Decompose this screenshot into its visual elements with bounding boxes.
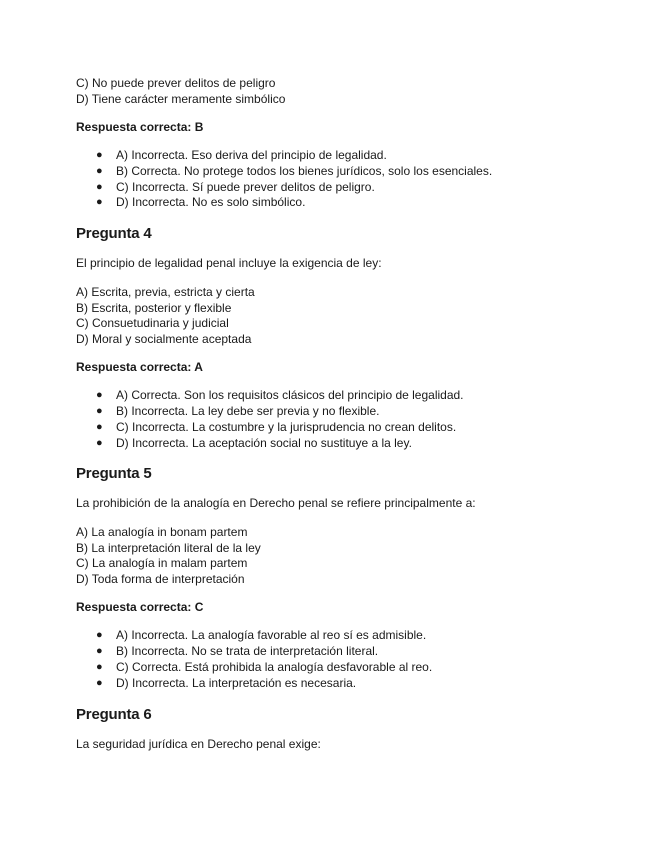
bullet-icon: ● (96, 149, 103, 161)
question-title: Pregunta 6 (76, 705, 152, 723)
option-d: D) Tiene carácter meramente simbólico (76, 91, 286, 106)
bullet-icon: ● (96, 404, 103, 417)
bullet-icon: ● (96, 196, 103, 209)
bullet-icon: ● (96, 436, 103, 449)
question-4 (76, 225, 596, 451)
option-b: B) Escrita, posterior y flexible (76, 300, 232, 315)
bullet-icon: ● (96, 645, 103, 658)
option-b: B) La interpretación literal de la ley (76, 540, 261, 555)
option-d: D) Moral y socialmente aceptada (76, 331, 252, 346)
explanation-item: ● B) Correcta. No protege todos los bienes jurídicos, solo los esenciales. (96, 163, 493, 178)
correct-answer: Respuesta correcta: C (76, 600, 204, 615)
explanation-list (76, 628, 596, 691)
bullet-icon: ● (96, 389, 103, 402)
explanation-item: ● B) Incorrecta. La ley debe ser previa y no flexible. (96, 403, 380, 418)
bullet-icon: ● (96, 629, 103, 642)
bullet-icon: ● (96, 164, 103, 177)
question-6 (76, 706, 596, 752)
option-c: C) La analogía in malam partem (76, 556, 248, 571)
explanation-item: ● A) Incorrecta. Eso deriva del principio de legalidad. (96, 148, 387, 162)
bullet-icon: ● (96, 660, 103, 673)
option-d: D) Toda forma de interpretación (76, 571, 245, 586)
explanation-list (76, 388, 596, 451)
question-title: Pregunta 4 (76, 225, 152, 243)
explanation-list (76, 148, 596, 211)
question-stem: La prohibición de la analogía en Derecho penal se refiere principalmente a: (76, 496, 476, 511)
explanation-item: ● A) Correcta. Son los requisitos clásicos del principio de legalidad. (96, 388, 464, 403)
question-stem: El principio de legalidad penal incluye la exigencia de ley: (76, 256, 382, 271)
question-3 (76, 76, 596, 211)
explanation-item: ● C) Incorrecta. La costumbre y la jurisprudencia no crean delitos. (96, 419, 457, 434)
explanation-item: ● B) Incorrecta. No se trata de interpretación literal. (96, 644, 379, 659)
option-a: A) Escrita, previa, estricta y cierta (76, 285, 255, 300)
question-5 (76, 465, 596, 691)
explanation-item: ● C) Correcta. Está prohibida la analogía desfavorable al reo. (96, 659, 433, 674)
question-title: Pregunta 5 (76, 465, 152, 483)
explanation-item: ● D) Incorrecta. La interpretación es necesaria. (96, 675, 357, 690)
option-c: C) Consuetudinaria y judicial (76, 316, 229, 331)
bullet-icon: ● (96, 420, 103, 433)
correct-answer: Respuesta correcta: B (76, 120, 204, 134)
correct-answer: Respuesta correcta: A (76, 360, 203, 375)
bullet-icon: ● (96, 676, 103, 689)
option-a: A) La analogía in bonam partem (76, 525, 248, 540)
explanation-item: ● C) Incorrecta. Sí puede prever delitos de peligro. (96, 179, 375, 194)
option-c: C) No puede prever delitos de peligro (76, 76, 276, 90)
explanation-item: ● D) Incorrecta. La aceptación social no sustituye a la ley. (96, 435, 412, 450)
explanation-item: ● A) Incorrecta. La analogía favorable al reo sí es admisible. (96, 628, 427, 643)
document-page (76, 76, 596, 766)
question-stem: La seguridad jurídica en Derecho penal exige: (76, 736, 321, 751)
explanation-item: ● D) Incorrecta. No es solo simbólico. (96, 195, 306, 210)
bullet-icon: ● (96, 180, 103, 193)
